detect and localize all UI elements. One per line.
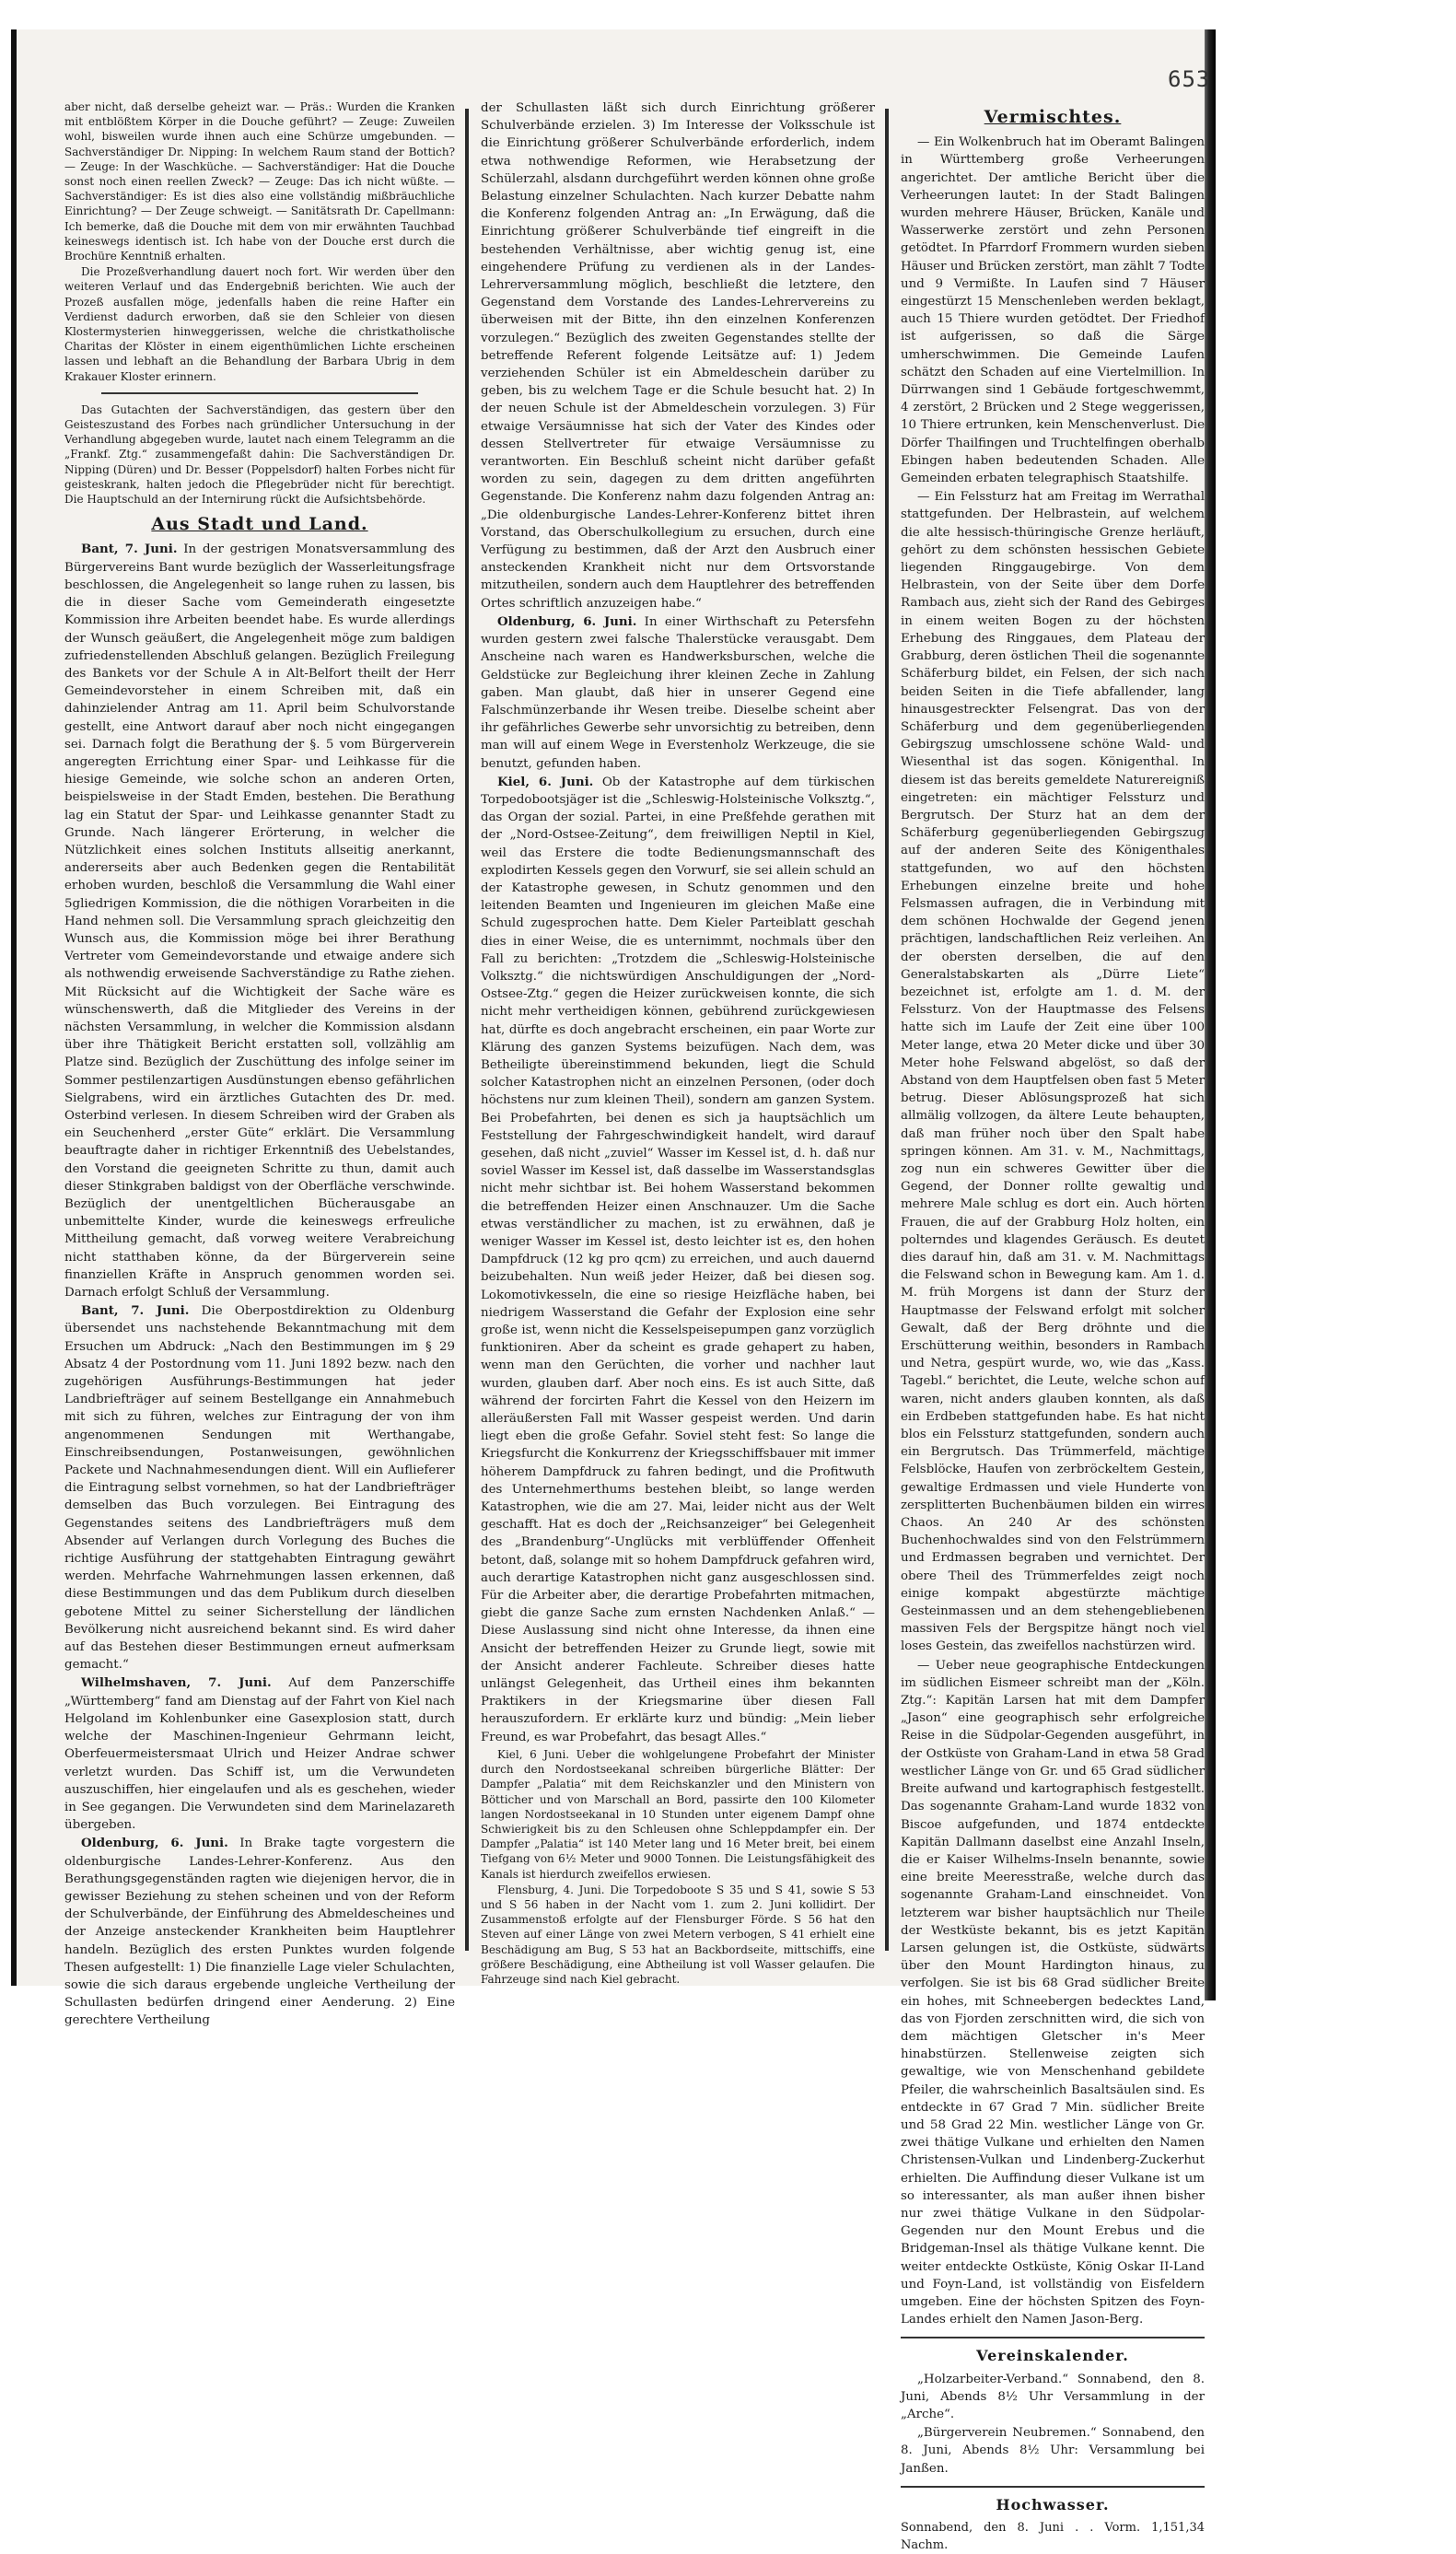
column-1 bbox=[64, 99, 455, 2031]
column-2 bbox=[481, 99, 875, 1988]
article-paragraph: aber nicht, daß derselbe geheizt war. — Präs.: Wurden die Kranken mit entblößtem Körper in die Douche geführt? — Zeuge: Zuweilen wohl, bisweilen wurde ihnen auch eine Schürze umgebunden. — Sachverständiger Dr. Nipping: In welchem Raum stand der Bottich? — Zeuge: In der Waschküche. — Sachverständiger: Hat die Douche sonst noch einen reellen Zweck? — Zeuge: Das ich nicht wüßte. — Sachverständiger: Es ist dies also eine vollständig mißbräuchliche Einrichtung? — Der Zeuge schweigt. — Sanitätsrath Dr. Capellmann: Ich bemerke, daß die Douche mit dem von mir erwähnten Tauchbad keineswegs identisch ist. Ich habe von der Douche erst durch die Brochüre Kenntniß erhalten. bbox=[64, 100, 455, 263]
news-item bbox=[64, 541, 455, 1301]
column-3 bbox=[901, 99, 1205, 2554]
separator bbox=[101, 392, 418, 394]
section-heading: Vermischtes. bbox=[984, 107, 1122, 127]
news-text: Ob der Katastrophe auf dem türkischen Torpedobootsjäger ist die „Schleswig-Holsteinische Volksztg.“, das Organ der sozial. Partei, in eine Preßfehde gerathen mit der „Nord-Ostsee-Zeitung“, dem freiwilligen Neptil in Kiel, weil das Erstere die todte Bedienungsmannschaft des explodirten Kessels gegen den Vorwurf, sie sei allein schuld an der Katastrophe gewesen, in Schutz genommen und den leitenden Beamten und Ingenieuren im gleichen Maße eine Schuld zugesprochen hatte. Dem Kieler Parteiblatt geschah dies in einer Weise, die es unternimmt, nochmals über den Fall zu berichten: „Trotzdem die „Schleswig-Holsteinische Volksztg.“ die nichtswürdigen Anschuldigungen der „Nord-Ostsee-Ztg.“ gegen die Heizer zurückweisen konnte, die sich nicht mehr vertheidigen können, gebührend zurückgewiesen hat, dürfte es doch angebracht erscheinen, ein paar Worte zur Klärung des ganzen Systems beizufügen. Nach dem, was Betheiligte übereinstimmend bekunden, liegt die Schuld solcher Katastrophen nicht an einzelnen Personen, (oder doch höchstens nur zum kleinen Theil), sondern am ganzen System. Bei Probefahrten, bei denen es sich ja hauptsächlich um Feststellung der Fahrgeschwindigkeit handelt, wird darauf gesehen, daß nicht „zuviel“ Wasser im Kessel ist, d. h. daß nur soviel Wasser im Kessel ist, daß dasselbe im Wasserstandsglas nicht mehr sichtbar ist. Bei hohem Wasserstand bekommen die betreffenden Heizer einen Anschnauzer. Um die Sache etwas verständlicher zu machen, ist zu erwähnen, daß je weniger Wasser im Kessel ist, desto leichter ist es, den hohen Dampfdruck (12 kg pro qcm) zu erreichen, und auch dauernd beizubehalten. Nun weiß jeder Heizer, daß bei diesen sog. Lokomotivkesseln, die eine so riesige Heizfläche haben, bei niedrigem Wasserstand die Gefahr der Explosion eine sehr große ist, wenn nicht die Kesselspeisepumpen ganz vorzüglich funktioniren. Aber da scheint es grade gehapert zu haben, wenn man den Gerüchten, die vorher und nachher laut wurden, glauben darf. Aber noch eins. Es ist auch Sitte, daß während der forcirten Fahrt die Kessel von den Heizern im alleräußersten Fall mit Wasser gespeist werden. Und darin liegt eben die große Gefahr. Soviel steht fest: So lange die Kriegsfurcht die Konkurrenz der Kriegsschiffsbauer mit immer höherem Dampfdruck zu fahren bedingt, und die Profitwuth des Unternehmerthums bestehen bleibt, so lange werden Katastrophen, wie die am 27. Mai, leider nicht aus der Welt geschafft. Hat es doch der „Reichsanzeiger“ bei Gelegenheit des „Brandenburg“-Unglücks mit verblüffender Offenheit betont, daß, solange mit so hohem Dampfdruck gefahren wird, auch derartige Katastrophen nicht ganz ausgeschlossen sind. Für die Arbeiter aber, die derartige Probefahrten mitmachen, giebt die ganze Sache zum ernsten Nachdenken Anlaß.“ — Diese Auslassung sind nicht ohne Interesse, da ihnen eine Ansicht der betreffenden Heizer zu Grunde liegt, sowie mit der Ansicht anderer Fachleute. Schreiber dieses hatte unlängst Gelegenheit, das Urtheil eines ihm bekannten Praktikers in der Kriegsmarine über diesen Fall herauszufordern. Er erklärte kurz und bündig: „Mein lieber Freund, es war Probefahrt, das besagt Alles.“ bbox=[481, 775, 876, 1744]
news-text: Die Oberpostdirektion zu Oldenburg übersendet uns nachstehende Bekanntmachung mit dem Ersuchen um Abdruck: „Nach den Bestimmungen im § 29 Absatz 4 der Postordnung vom 11. Juni 1892 bezw. nach den zugehörigen Ausführungs-Bestimmungen hat jeder Landbriefträger auf seinem Bestellgange ein Annahmebuch mit sich zu führen, welches zur Eintragung der von ihm angenommenen Sendungen mit Werthangabe, Einschreibsendungen, Postanweisungen, gewöhnlichen Packete und Nachnahmesendungen dient. Will ein Auflieferer die Eintragung selbst vornehmen, so hat der Landbriefträger demselben das Buch vorzulegen. Bei Eintragung des Gegenstandes seitens des Landbriefträgers muß dem Absender auf Verlangen durch Vorlegung des Buches die richtige Ausführung der stattgehabten Eintragung gewährt werden. Mehrfache Wahrnehmungen lassen erkennen, daß diese Bestimmungen und das dem Publikum durch dieselben gebotene Mittel zu seiner Sicherstellung der ländlichen Bevölkerung nicht ausreichend bekannt sind. Es wird daher auf das Bestehen dieser Bestimmungen erneut aufmerksam gemacht.“ bbox=[64, 1304, 455, 1673]
article-paragraph: — Ein Wolkenbruch hat im Oberamt Balingen in Württemberg große Verheerungen angerichtet. Der amtliche Bericht über die Verheerungen lautet: In der Stadt Balingen wurden mehrere Häuser, Brücken, Kanäle und Wasserwerke zerstört und zehn Personen getödtet. In Pfarrdorf Frommern wurden sieben Häuser und Brücken zerstört, man zählt 7 Todte und 9 Vermißte. In Laufen sind 7 Häuser eingestürzt 15 Menschenleben werden beklagt, auch 15 Thiere wurden getödtet. Der Friedhof ist aufgerissen, so daß die Särge umherschwimmen. Die Gemeinde Laufen schätzt den Schaden auf eine Viertelmillion. In Dürrwangen sind 1 Gebäude fortgeschwemmt, 4 zerstört, 2 Brücken und 2 Stege weggerissen, 10 Thiere ertrunken, kein Menschenverlust. Die Dörfer Thailfingen und Truchtelfingen oberhalb Ebingen haben bedeutenden Schaden. Alle Gemeinden erbaten telegraphisch Staatshilfe. bbox=[901, 135, 1205, 486]
news-item bbox=[64, 1674, 455, 1834]
dateline: Bant, 7. Juni. bbox=[81, 542, 178, 557]
news-text: In Brake tagte vorgestern die oldenburgische Landes-Lehrer-Konferenz. Aus den Berathungsgegenständen ragten wie diejenigen hervor, die in gewisser Beziehung zu stehen scheinen und von der Reform der Schulverbände, der Einführung des Abmeldescheines und der Anzeige ansteckender Krankheiten beim Hauptlehrer handeln. Bezüglich des ersten Punktes wurden folgende Thesen aufgestellt: 1) Die finanzielle Lage vieler Schulachten, sowie die sich daraus ergebende ungleiche Vertheilung der Schullasten bedürfen dringend einer Aenderung. 2) Eine gerechtere Vertheilung bbox=[64, 1837, 455, 2028]
calendar-entry: „Bürgerverein Neubremen.“ Sonnabend, den 8. Juni, Abends 8½ Uhr: Versammlung bei Janßen. bbox=[901, 2426, 1205, 2476]
section-heading: Aus Stadt und Land. bbox=[151, 514, 368, 535]
dateline: Bant, 7. Juni. bbox=[81, 1303, 190, 1319]
calendar-heading: Vereinskalender. bbox=[976, 2347, 1129, 2365]
news-text: Auf dem Panzerschiffe „Württemberg“ fand am Dienstag auf der Fahrt von Kiel nach Helgoland im Kohlenbunker eine Gasexplosion statt, durch welche der Maschinen-Ingenieur Gehrmann leicht, Oberfeuermeistersmaat Ulrich und Heizer Andrae schwer verletzt wurden. Das Schiff ist, um die Verwundeten auszuschiffen, hier eingelaufen und als es geschehen, wieder in See gegangen. Die Verwundeten sind dem Marinelazareth übergeben. bbox=[64, 1676, 455, 1833]
page-edge-shadow bbox=[1205, 29, 1216, 2000]
tide-label: Sonnabend, den 8. Juni . . Vorm. 1,15 Nachm. bbox=[901, 2521, 1179, 2553]
news-item bbox=[481, 774, 875, 1746]
page-number: 653 bbox=[1168, 66, 1211, 92]
tide-value: 1,34 bbox=[1178, 2521, 1205, 2536]
news-item: Flensburg, 4. Juni. Die Torpedoboote S 35 und S 41, sowie S 53 und S 56 haben in der Nacht vom 1. zum 2. Juni kollidirt. Der Zusammenstoß erfolgte auf der Flensburger Förde. S 56 hat den Steven auf einer Länge von zwei Metern verbogen, S 41 erhielt eine Beschädigung am Bug, S 53 hat an Backbordseite, mittschiffs, eine größere Beschädigung, eine Abtheilung ist voll Wasser gelaufen. Die Fahrzeuge sind nach Kiel gebracht. bbox=[481, 1883, 875, 1986]
news-text: In der gestrigen Monatsversammlung des Bürgervereins Bant wurde bezüglich der Wasserleitungsfrage beschlossen, die Angelegenheit so lange ruhen zu lassen, bis die in dieser Sache vom Gemeinderath eingesetzte Kommission ihre Arbeiten beendet habe. Es wurde allerdings der Wunsch geäußert, die Angelegenheit möge zum baldigen zufriedenstellenden Abschluß gelangen. Bezüglich Freilegung des Bankets vor der Schule A in Alt-Belfort theilt der Herr Gemeindevorsteher in einem Schreiben mit, daß ein dahinzielender Antrag am 11. April beim Schulvorstande gestellt, eine Antwort darauf aber noch nicht eingegangen sei. Darnach folgt die Berathung der §. 5 vom Bürgerverein angeregten Errichtung einer Spar- und Leihkasse für die hiesige Gemeinde, wie solche schon an anderen Orten, beispielsweise in der Stadt Emden, bestehen. Die Berathung lag ein Statut der Spar- und Leihkasse genannter Stadt zu Grunde. Nach längerer Erörterung, in welcher die Nützlichkeit eines solchen Instituts allseitig anerkannt, andererseits aber auch Bedenken gegen die Rentabilität erhoben wurden, beschloß die Versammlung die Wahl einer 5gliedrigen Kommission, die die nöthigen Vorarbeiten in die Hand nehmen soll. Die Versammlung sprach gleichzeitig den Wunsch aus, die Kommission möge bei ihrer Berathung Vertreter vom Gemeindevorstande und etwaige andere sich als nothwendig erweisende Sachverständige zu Rathe ziehen. Mit Rücksicht auf die Wichtigkeit der Sache wäre es wünschenswerth, daß die Mitglieder des Vereins in der nächsten Versammlung, in welcher die Kommission alsdann über ihre Thätigkeit Bericht erstatten soll, vollzählig am Platze sind. Bezüglich der Zuschüttung des infolge seiner im Sommer pestilenzartigen Ausdünstungen ebenso gefährlichen Sielgrabens, wird ein ärztliches Gutachten des Dr. med. Osterbind verlesen. In diesem Schreiben wird der Graben als ein Seuchenherd „erster Güte“ erklärt. Die Versammlung beauftragte daher in richtiger Erkenntniß des Uebelstandes, den Vorstand die geeigneten Schritte zu thun, damit auch dieser Stinkgraben baldigst von der Oberfläche verschwinde. Bezüglich der unentgeltlichen Bücherausgabe an unbemittelte Kinder, wurde die keineswegs erfreuliche Mittheilung gemacht, daß vorweg weitere Verabreichung nicht statthaben könne, da der Bürgerverein seine finanziellen Kräfte in Anspruch genommen worden sei. Darnach erfolgt Schluß der Versammlung. bbox=[64, 542, 455, 1300]
tide-heading: Hochwasser. bbox=[996, 2495, 1110, 2513]
article-paragraph: — Ueber neue geographische Entdeckungen im südlichen Eismeer schreibt man der „Köln. Ztg.“: Kapitän Larsen hat mit dem Dampfer „Jason“ eine geographisch sehr erfolgreiche Reise in die Südpolar-Gegenden ausgeführt, in der Ostküste von Graham-Land in etwa 58 Grad westlicher Länge von Gr. und 65 Grad südlicher Breite aufwand und kartographisch festgestellt. Das sogenannte Graham-Land wurde 1832 von Biscoe aufgefunden, und 1874 entdeckte Kapitän Dallmann daselbst eine Anzahl Inseln, die er Kaiser Wilhelms-Inseln benannte, sowie eine breite Meeresstraße, welche durch das sogenannte Graham-Land einschneidet. Von letzterem war bisher hauptsächlich nur Theile der Westküste bekannt, bis es jetzt Kapitän Larsen gelungen ist, die Ostküste, südwärts über den Mount Hardington hinaus, zu verfolgen. Sie ist bis 68 Grad südlicher Breite ein hohes, mit Schneebergen bedecktes Land, das von Fjorden zerschnitten wird, die sich von dem mächtigen Gletscher in's Meer hinabstürzen. Stellenweise zeigten sich gewaltige, wie von Menschenhand gebildete Pfeiler, die wahrscheinlich Basaltsäulen sind. Es entdeckte in 67 Grad 7 Min. südlicher Breite und 58 Grad 22 Min. westlicher Länge von Gr. zwei thätige Vulkane und erhielten den Namen Christensen-Vulkan und Lindenberg-Zuckerhut erhielten. Die Auffindung dieser Vulkane ist um so interessanter, als man außer ihnen bisher nur zwei thätige Vulkane in den Südpolar-Gegenden nur den Mount Erebus und die Bridgeman-Insel als thätige Vulkane kennt. Die weiter entdeckte Ostküste, König Oskar II-Land und Foyn-Land, ist vollständig von Eisfeldern umgeben. Eine der höchsten Spitzen des Foyn-Landes erhielt den Namen Jason-Berg. bbox=[901, 1658, 1205, 2327]
dateline: Oldenburg, 6. Juni. bbox=[497, 613, 637, 629]
separator bbox=[901, 2337, 1205, 2338]
article-paragraph: — Ein Felssturz hat am Freitag im Werrathal stattgefunden. Der Helbrastein, auf welchem die alte hessisch-thüringische Grenze herläuft, gehört zu dem schönsten hessischen Gebiete liegenden Ringgaugebirge. Von dem Helbrastein, von der Seite über dem Dorfe Rambach aus, zieht sich der Rand des Gebirges in einem weiten Bogen zu der höchsten Erhebung des Ringgaues, dem Plateau der Grabburg, deren östlichen Theil die sogenannte Schäferburg bildet, ein Felsen, der sich nach beiden Seiten in die Tiefe abfallender, lang hinausgestreckter Felsengrat. Das von der Schäferburg und dem gegenüberliegenden Gebirgszug umschlossene schöne Wald- und Wiesenthal ist das sogen. Königenthal. In diesem ist das bereits gemeldete Naturereigniß eingetreten: ein mächtiger Felssturz und Bergrutsch. Der Sturz hat an dem der Schäferburg gegenüberliegenden Gebirgszug auf der anderen Seite des Königenthales stattgefunden, wo auf den höchsten Erhebungen einzelne breite und hohe Felsmassen aufragen, die in Verbindung mit dem schönen Hochwalde der Gegend jenen prächtigen, landschaftlichen Reiz verleihen. An der obersten derselben, die auf den Generalstabskarten als „Dürre Liete“ bezeichnet ist, erfolgte am 1. d. M. der Felssturz. Von der Hauptmasse des Felsens hatte sich im Laufe der Zeit eine über 100 Meter lange, etwa 20 Meter dicke und über 30 Meter hohe Felswand abgelöst, so daß der Abstand von dem Hauptfelsen oben fast 5 Meter betrug. Dieser Ablösungsprozeß hat sich allmälig vollzogen, da ältere Leute behaupten, daß man früher noch über den Spalt habe springen können. Am 31. v. M., Nachmittags, zog nun ein schweres Gewitter über die Gegend, der Donner rollte gewaltig und mehrere Male schlug es dort ein. Auch hörten Frauen, die auf der Grabburg Holz holten, ein polterndes und klagendes Geräusch. Es deutet dies darauf hin, daß am 31. v. M. Nachmittags die Felswand schon in Bewegung kam. Am 1. d. M. früh Morgens ist dann der Sturz der Hauptmasse der Felswand erfolgt mit solcher Gewalt, daß der Berg dröhnte und die Erschütterung weithin, besonders in Rambach und Netra, gespürt wurde, wo, wie das „Kass. Tagebl.“ berichtet, die Leute, welche schon auf waren, nicht anders glauben konnten, als daß ein Erdbeben stattgefunden habe. Es hat nicht blos ein Felssturz stattgefunden, sondern auch ein Bergrutsch. Das Trümmerfeld, mächtige Felsblöcke, Haufen von zerbröckeltem Gestein, gewaltige Erdmassen und viele Hunderte von zersplitterten Buchenbäumen bilden ein wirres Chaos. An 240 Ar des schönsten Buchenhochwaldes sind von den Felstrümmern und Erdmassen begraben und vernichtet. Der obere Theil des Trümmerfeldes zeigt noch einige kompakt abgestürzte mächtige Gesteinmassen und an dem stehengebliebenen massiven Fels der Bergspitze hängt noch viel loses Gestein, das zweifellos nachstürzen wird. bbox=[901, 490, 1205, 1654]
column-rule bbox=[885, 109, 889, 1951]
dateline: Oldenburg, 6. Juni. bbox=[81, 1836, 228, 1851]
article-paragraph: Das Gutachten der Sachverständigen, das gestern über den Geisteszustand des Forbes nach gründlicher Untersuchung in der Verhandlung abgegeben wurde, lautet nach einem Telegramm an die „Frankf. Ztg.“ zusammengefaßt dahin: Die Sachverständigen Dr. Nipping (Düren) und Dr. Besser (Poppelsdorf) halten Forbes nicht für geisteskrank, halten jedoch die Pflegebrüder nicht für berechtigt. Die Hauptschuld an der Internirung rückt die Aufsichtsbehörde. bbox=[64, 402, 455, 507]
news-item bbox=[481, 613, 875, 773]
news-text: In einer Wirthschaft zu Petersfehn wurden gestern zwei falsche Thalerstücke verausgabt. Dem Anscheine nach waren es Handwerksburschen, welche die Geldstücke zur Begleichung ihrer kleinen Zeche in Zahlung gaben. Man glaubt, daß hier in unserer Gegend eine Falschmünzerbande ihr Wesen treibe. Dieselbe scheint aber ihr gefährliches Gewerbe sehr unvorsichtig zu betreiben, denn man will auf einem Wege in Everstenholz Werkzeuge, die sie benutzt, gefunden haben. bbox=[481, 614, 875, 771]
article-paragraph: der Schullasten läßt sich durch Einrichtung größerer Schulverbände erzielen. 3) Im Interesse der Volksschule ist die Einrichtung größerer Schulverbände erforderlich, indem etwa nothwendige Reformen, wie Herabsetzung der Schülerzahl, alsdann durchgeführt werden können ohne große Belastung einzelner Schulachten. Nach kurzer Debatte nahm die Konferenz folgenden Antrag an: „In Erwägung, daß die Einrichtung größerer Schulverbände tief eingreift in die bestehenden Verhältnisse, aber wichtig genug ist, eine eingehendere Prüfung zu verdienen als in der Landes-Lehrerversammlung möglich, beschließt die letztere, den Gegenstand dem Vorstande des Landes-Lehrervereins zu überweisen mit der Bitte, ihn den einzelnen Konferenzen vorzulegen.“ Bezüglich des zweiten Gegenstandes stellte der betreffende Referent folgende Leitsätze auf: 1) Jedem verziehenden Schüler ist ein Abmeldeschein darüber zu geben, bis zu welchem Tage er die Schule besucht hat. 2) In der neuen Schule ist der Abmeldeschein vorzulegen. 3) Für etwaige Versäumnisse hat sich der Vater des Kindes oder dessen Stellvertreter für etwaige Versäumnisse zu verantworten. Ein Beschluß scheint nicht darüber gefaßt worden zu sein, dagegen zu dem dritten angeführten Gegenstande. Die Konferenz nahm dazu folgenden Antrag an: „Die oldenburgische Landes-Lehrer-Konferenz bittet ihren Vorstand, das Oberschulkollegium zu ersuchen, durch eine Verfügung zu bestimmen, daß der Arzt den Ausbruch einer ansteckenden Krankheit nicht nur dem Ortsvorstande mitzutheilen, sondern auch dem Hauptlehrer des betreffenden Ortes schriftlich anzuzeigen habe.“ bbox=[481, 101, 875, 611]
news-item: Kiel, 6 Juni. Ueber die wohlgelungene Probefahrt der Minister durch den Nordostseekanal schreiben bürgerliche Blätter: Der Dampfer „Palatia“ mit dem Reichskanzler und den Ministern von Bötticher und von Marschall an Bord, passirte den 100 Kilometer langen Nordostseekanal in 10 Stunden unter eigenem Dampf ohne Schwierigkeit bis zu den Schleusen ohne Schleppdampfer ein. Der Dampfer „Palatia“ ist 140 Meter lang und 16 Meter breit, bei einem Tiefgang von 6½ Meter und 9000 Tonnen. Die Leistungsfähigkeit des Kanals ist hierdurch zweifellos erwiesen. bbox=[481, 1747, 875, 1881]
article-paragraph: Die Prozeßverhandlung dauert noch fort. Wir werden über den weiteren Verlauf und das Endergebniß berichten. Wie auch der Prozeß ausfallen möge, jedenfalls haben die reine Hafter ein Verdienst dadurch erworben, daß sie den Schleier von diesen Klostermysterien hinweggerissen, welche die christkatholische Charitas der Klöster in einem eigenthümlichen Lichte erscheinen lassen und lebhaft an die Behandlung der Barbara Ubrig in dem Krakauer Kloster erinnern. bbox=[64, 265, 455, 383]
news-item bbox=[64, 1302, 455, 1674]
dateline: Kiel, 6. Juni. bbox=[497, 774, 594, 789]
dateline: Wilhelmshaven, 7. Juni. bbox=[81, 1675, 272, 1691]
calendar-entry: „Holzarbeiter-Verband.“ Sonnabend, den 8. Juni, Abends 8½ Uhr Versammlung in der „Arche“. bbox=[901, 2372, 1205, 2421]
news-item bbox=[64, 1835, 455, 2029]
tide-row bbox=[901, 2519, 1205, 2554]
separator bbox=[901, 2486, 1205, 2488]
column-rule bbox=[465, 109, 469, 1951]
